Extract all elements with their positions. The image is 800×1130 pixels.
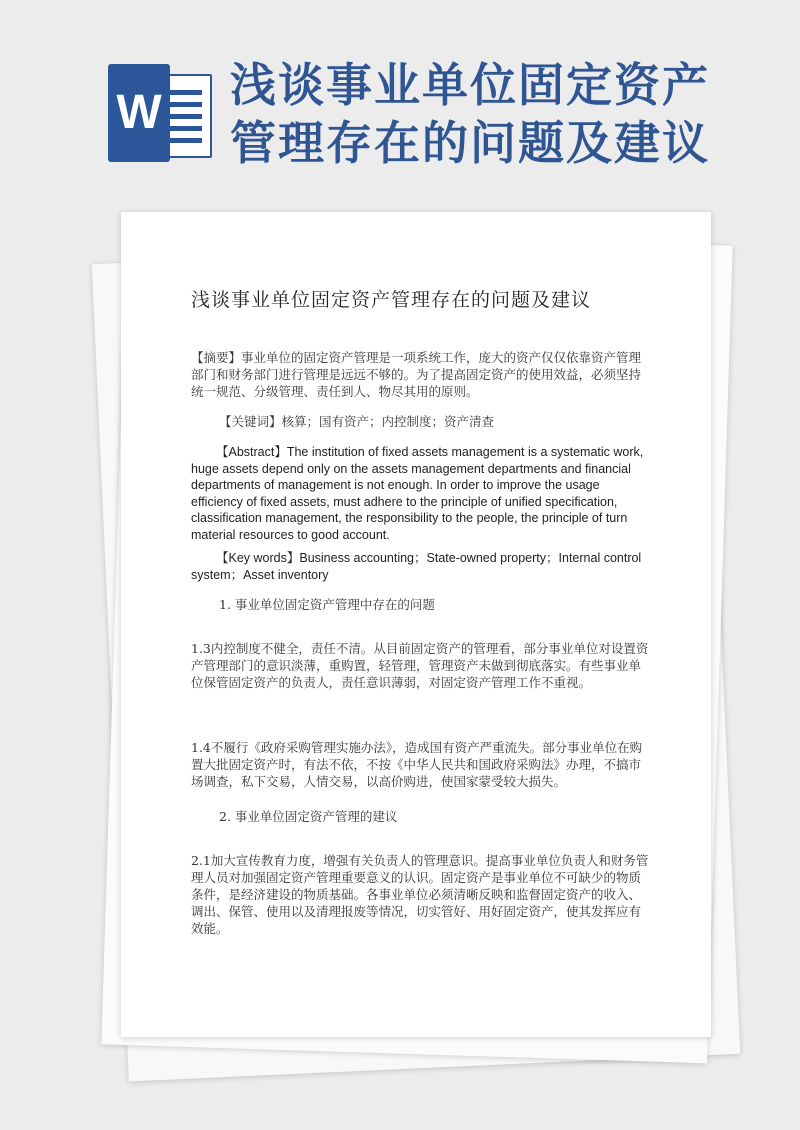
word-document-icon <box>108 64 212 162</box>
keywords-en: 【Key words】Business accounting；State-owned property；Internal control system；Asset inventory <box>191 551 642 582</box>
abstract-en: 【Abstract】The institution of fixed assets management is a systematic work, huge assets depend only on the assets management departments and financial departments of management is not enough. In order to improve the usage efficiency of fixed assets, must adhere to the principle of unified specification, classification management, the responsibility to the people, the principle of turn material resources to good account. <box>191 445 644 542</box>
banner-title-line1: 浅谈事业单位固定资产 <box>230 58 710 112</box>
word-logo-letter: W <box>108 64 170 162</box>
paragraph-1-4: 1.4不履行《政府采购管理实施办法》，造成国有资产严重流失。部分事业单位在购置大批固定资产时，有法不依，不按《中华人民共和国政府采购法》办理，不搞市场调查，私下交易，人情交易，以高价购进，使国家蒙受较大损失。 <box>191 740 643 789</box>
section-1-heading: 1. 事业单位固定资产管理中存在的问题 <box>219 597 435 612</box>
document-page <box>121 212 711 1037</box>
paragraph-2-1: 2.1加大宣传教育力度，增强有关负责人的管理意识。提高事业单位负责人和财务管理人员对加强固定资产管理重要意义的认识。固定资产是事业单位不可缺少的物质条件，是经济建设的物质基础。各事业单位必须清晰反映和监督固定资产的收入、调出、保管、使用以及清理报废等情况，切实管好、用好固定资产，使其发挥应有效能。 <box>191 853 649 936</box>
banner-title <box>230 56 790 172</box>
banner-title-line2: 管理存在的问题及建议 <box>230 116 710 170</box>
banner <box>0 0 800 200</box>
document-title: 浅谈事业单位固定资产管理存在的问题及建议 <box>191 289 592 311</box>
abstract-cn: 【摘要】事业单位的固定资产管理是一项系统工作，庞大的资产仅仅依靠资产管理部门和财务部门进行管理是远远不够的。为了提高固定资产的使用效益，必须坚持统一规范、分级管理、责任到人、物尽其用的原则。 <box>191 350 642 399</box>
section-2-heading: 2. 事业单位固定资产管理的建议 <box>219 809 398 824</box>
keywords-cn: 【关键词】核算；国有资产；内控制度；资产清查 <box>219 414 495 429</box>
paragraph-1-3: 1.3内控制度不健全，责任不清。从目前固定资产的管理看，部分事业单位对设置资产管理部门的意识淡薄，重购置，轻管理，管理资产未做到彻底落实。有些事业单位保管固定资产的负责人，责任意识薄弱，对固定资产管理工作不重视。 <box>191 641 649 690</box>
